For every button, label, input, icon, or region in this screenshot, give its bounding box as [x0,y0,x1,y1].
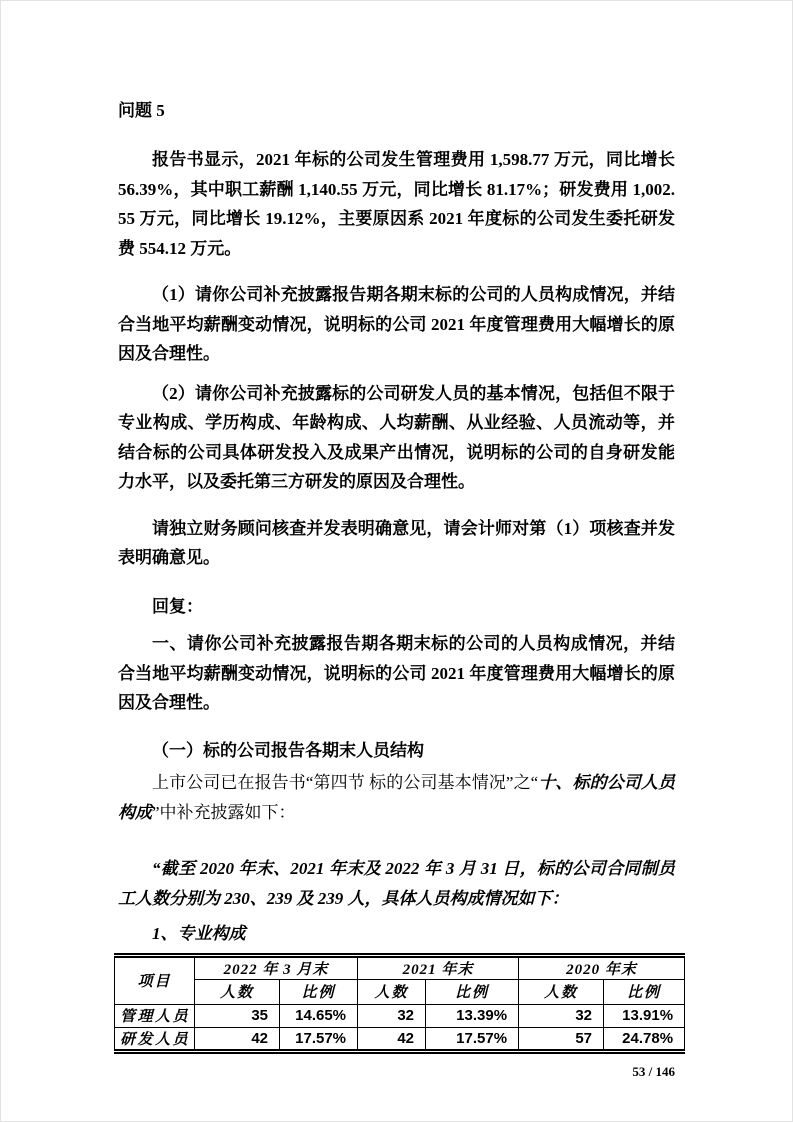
table-header-period-2022: 2022 年 3 月末 [195,955,358,979]
table-subheader-count-2022: 人数 [195,979,280,1004]
rnd-count-2022: 42 [195,1027,280,1051]
management-ratio-2021: 13.39% [426,1004,519,1027]
table-subheader-count-2021: 人数 [358,979,426,1004]
rnd-ratio-2022: 17.57% [280,1027,358,1051]
table-subheader-ratio-2022: 比例 [280,979,358,1004]
table-header-period-2021: 2021 年末 [358,955,519,979]
row-label-management: 管理人员 [115,1004,195,1027]
table-header-period-2020: 2020 年末 [519,955,685,979]
table-header-item: 项目 [115,955,195,1004]
rnd-count-2020: 57 [519,1027,604,1051]
page-number: 53 / 146 [632,1063,675,1079]
verification-request-paragraph: 请独立财务顾问核查并发表明确意见，请会计师对第（1）项核查并发表明确意见。 [118,518,675,567]
question-intro-paragraph: 报告书显示，2021 年标的公司发生管理费用 1,598.77 万元，同比增长 56.39%，其中职工薪酬 1,140.55 万元，同比增长 81.17%；研发费用 1,002.55 万元，同比增长 19.12%，主要原因系 2021 年度标的公司发生委托研发费 554.12 万元。 [118,150,675,258]
management-ratio-2022: 14.65% [280,1004,358,1027]
disclosure-reference-paragraph [118,768,675,827]
rnd-count-2021: 42 [358,1027,426,1051]
rnd-ratio-2020: 24.78% [604,1027,685,1051]
reply-label: 回复： [152,596,203,616]
disclosure-reference-emphasis: 十、标的公司人员构成 [118,773,675,822]
management-count-2020: 32 [519,1004,604,1027]
management-count-2022: 35 [195,1004,280,1027]
row-label-rnd: 研发人员 [115,1027,195,1051]
management-count-2021: 32 [358,1004,426,1027]
question-item-2: （2）请你公司补充披露标的公司研发人员的基本情况，包括但不限于专业构成、学历构成、年龄构成、人均薪酬、从业经验、人员流动等，并结合标的公司具体研发投入及成果产出情况，说明标的公司的自身研发能力水平，以及委托第三方研发的原因及合理性。 [118,383,675,491]
answer-section-1-heading: 一、请你公司补充披露报告期各期末标的公司的人员构成情况，并结合当地平均薪酬变动情况，说明标的公司 2021 年度管理费用大幅增长的原因及合理性。 [118,634,675,712]
table-row-management [115,1004,685,1027]
quoted-disclosure-paragraph: “截至 2020 年末、2021 年末及 2022 年 3 月 31 日，标的公司合同制员工人数分别为 230、239 及 239 人，具体人员构成情况如下： [118,859,675,908]
table-subheader-ratio-2020: 比例 [604,979,685,1004]
list-item-professional-composition: 1、专业构成 [152,924,246,943]
table-subheader-count-2020: 人数 [519,979,604,1004]
question-heading: 问题 5 [118,101,165,120]
disclosure-reference-suffix: ”中补充披露如下： [152,802,296,822]
answer-subsection-1-heading: （一）标的公司报告各期末人员结构 [152,740,424,760]
disclosure-reference-prefix: 上市公司已在报告书“第四节 标的公司基本情况”之“ [152,773,539,792]
management-ratio-2020: 13.91% [604,1004,685,1027]
personnel-composition-table [114,953,685,1054]
rnd-ratio-2021: 17.57% [426,1027,519,1051]
table-row-rnd [115,1027,685,1051]
question-item-1: （1）请你公司补充披露报告期各期末标的公司的人员构成情况，并结合当地平均薪酬变动情况，说明标的公司 2021 年度管理费用大幅增长的原因及合理性。 [118,285,675,363]
table-subheader-ratio-2021: 比例 [426,979,519,1004]
